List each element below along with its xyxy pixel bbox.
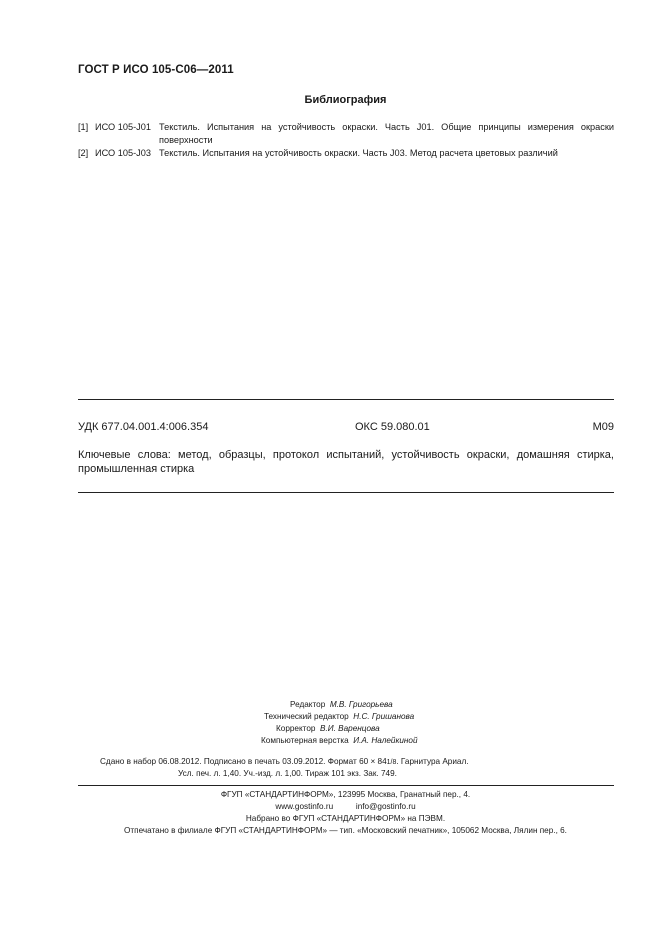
udk-code: УДК 677.04.001.4:006.354 [78,421,209,433]
publication-line-1 [100,757,469,766]
entry-number: [2] [78,148,89,158]
footer-address: ФГУП «СТАНДАРТИНФОРМ», 123995 Москва, Гранатный пер., 4. [220,790,471,799]
group-code: М09 [592,421,614,433]
publication-line-2: Усл. печ. л. 1,40. Уч.-изд. л. 1,00. Тираж 101 экз. Зак. 749. [178,769,397,778]
credit-tech-editor [264,711,414,723]
credit-name: В.И. Варенцова [320,724,380,733]
credit-proofreader [276,723,380,735]
bibliography-entry [78,121,614,147]
keywords: Ключевые слова: метод, образцы, протокол испытаний, устойчивость окраски, домашняя стирка, промышленная стирка [78,449,614,475]
credit-role: Корректор [276,724,316,733]
credit-name: М.В. Григорьева [329,700,393,709]
publication-font: . Гарнитура Ариал. [396,757,469,766]
credit-role: Редактор [290,700,326,709]
divider-footer [78,785,614,786]
divider-bottom [78,492,614,493]
publication-details: Сдано в набор 06.08.2012. Подписано в печать 03.09.2012. Формат 60 × 84 [100,757,387,766]
document-header: ГОСТ Р ИСО 105-С06—2011 [78,64,234,76]
credit-layout [261,735,418,747]
entry-code: ИСО 105-J01 [95,122,151,132]
oks-code: ОКС 59.080.01 [355,421,430,433]
footer-contacts [0,802,661,811]
credit-name: Н.С. Гришанова [353,712,415,721]
entry-number: [1] [78,122,89,132]
bibliography-title: Библиография [304,94,387,106]
entry-text: Текстиль. Испытания на устойчивость окраски. Часть J01. Общие принципы измерения окраски поверхности [159,122,614,145]
entry-code: ИСО 105-J03 [95,148,151,158]
divider-top [78,399,614,400]
entry-text: Текстиль. Испытания на устойчивость окраски. Часть J03. Метод расчета цветовых различий [159,148,558,158]
footer-email: info@gostinfo.ru [355,802,416,811]
credit-name: И.А. Налейкиной [353,736,418,745]
footer-typeset: Набрано во ФГУП «СТАНДАРТИНФОРМ» на ПЭВМ. [245,814,446,823]
credit-role: Компьютерная верстка [261,736,349,745]
footer-website: www.gostinfo.ru [275,802,334,811]
bibliography-entry [78,147,614,160]
footer-printed: Отпечатано в филиале ФГУП «СТАНДАРТИНФОРМ» — тип. «Московский печатник», 105062 Москва, Лялин пер., 6. [124,826,567,835]
format-fraction: 1/8 [386,759,397,766]
bibliography-list [78,121,614,160]
credit-role: Технический редактор [264,712,349,721]
credit-editor [290,699,393,711]
